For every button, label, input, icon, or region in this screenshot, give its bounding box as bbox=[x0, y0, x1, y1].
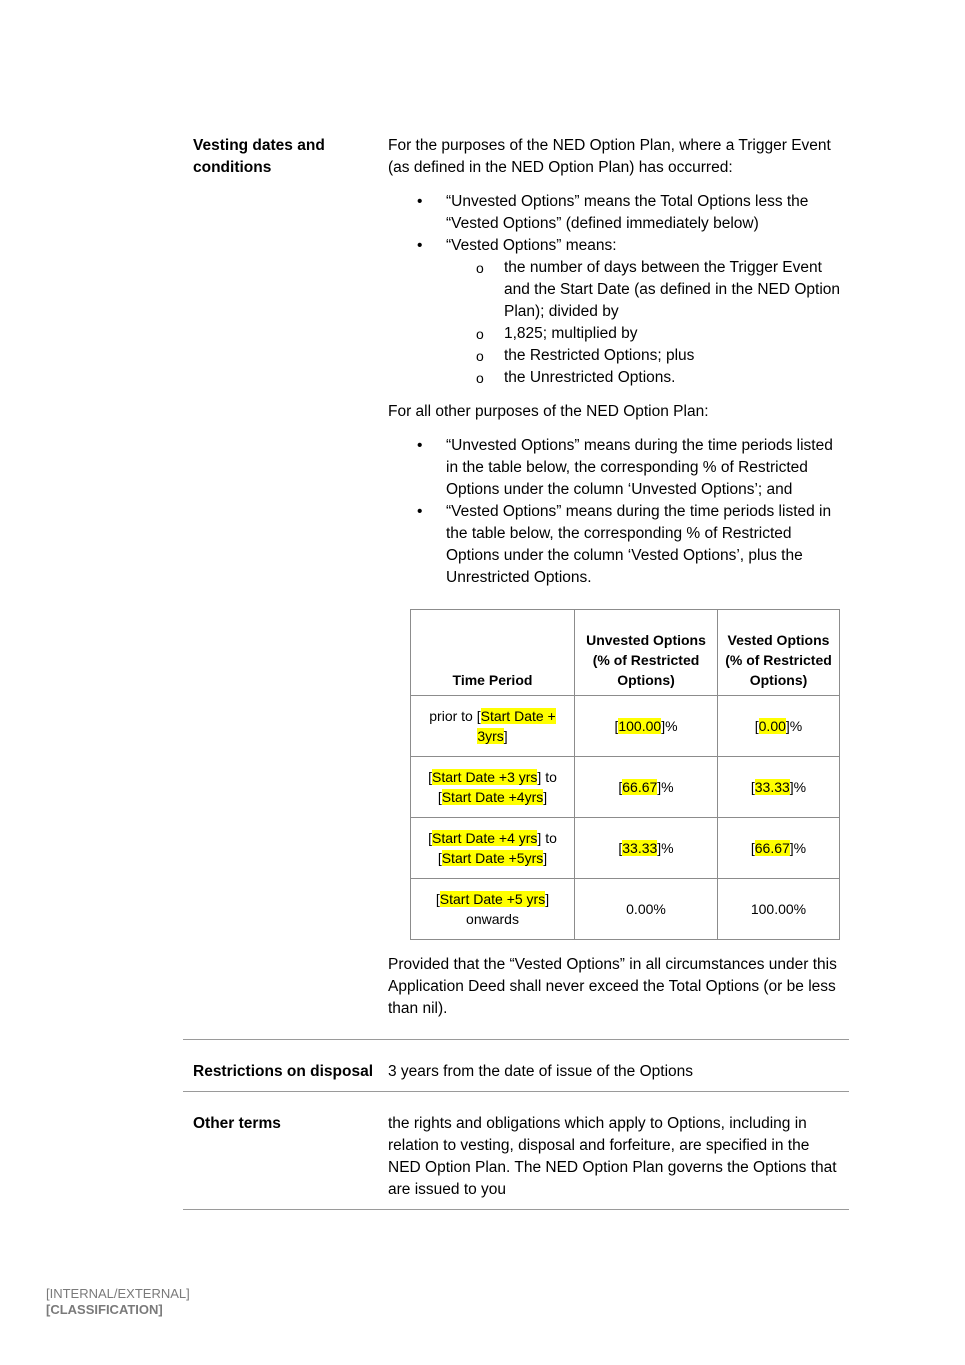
vesting-label: Vesting dates and conditions bbox=[193, 137, 325, 176]
unvested-cell: 0.00% bbox=[575, 879, 718, 940]
other-terms-label: Other terms bbox=[193, 1115, 281, 1132]
classification-footer bbox=[46, 1286, 190, 1318]
unvested-cell: [100.00]% bbox=[575, 696, 718, 757]
vesting-table bbox=[410, 609, 840, 940]
vested-cell: 100.00% bbox=[718, 879, 840, 940]
other-bullets bbox=[388, 435, 843, 589]
period-cell: [Start Date +5 yrs] onwards bbox=[411, 879, 575, 940]
vested-cell: [66.67]% bbox=[718, 818, 840, 879]
footer-internal-external: [INTERNAL/EXTERNAL] bbox=[46, 1286, 190, 1301]
restrictions-text: 3 years from the date of issue of the Options bbox=[388, 1063, 693, 1080]
table-row bbox=[411, 696, 840, 757]
other-terms-text: the rights and obligations which apply to Options, including in relation to vesting, disposal and forfeiture, are specified in the NED Option Plan. The NED Option Plan governs the Options that are issued to you bbox=[388, 1115, 837, 1198]
table-row bbox=[411, 879, 840, 940]
sub-list-item: o the Unrestricted Options. bbox=[446, 367, 843, 389]
sub-list-item: o 1,825; multiplied by bbox=[446, 323, 843, 345]
restrictions-label: Restrictions on disposal bbox=[193, 1063, 374, 1080]
vested-cell: [33.33]% bbox=[718, 757, 840, 818]
period-cell: prior to [Start Date + 3yrs] bbox=[411, 696, 575, 757]
table-row bbox=[411, 818, 840, 879]
vesting-content bbox=[388, 135, 843, 1020]
unvested-cell: [66.67]% bbox=[575, 757, 718, 818]
trigger-bullets bbox=[388, 191, 843, 389]
sub-list-item: o the Restricted Options; plus bbox=[446, 345, 843, 367]
table-row bbox=[411, 757, 840, 818]
header-vested: Vested Options (% of Restricted Options) bbox=[718, 610, 840, 696]
sub-list-item: o the number of days between the Trigger Event and the Start Date (as defined in the NED Option Plan); divided by bbox=[446, 257, 843, 323]
period-cell: [Start Date +3 yrs] to [Start Date +4yrs] bbox=[411, 757, 575, 818]
list-item: • “Unvested Options” means the Total Options less the “Vested Options” (defined immediately below) bbox=[388, 191, 843, 235]
vesting-row bbox=[183, 135, 849, 1040]
proviso: Provided that the “Vested Options” in all circumstances under this Application Deed shall never exceed the Total Options (or be less than nil). bbox=[388, 956, 837, 1017]
unvested-cell: [33.33]% bbox=[575, 818, 718, 879]
header-unvested: Unvested Options (% of Restricted Options) bbox=[575, 610, 718, 696]
restrictions-row bbox=[183, 1040, 849, 1092]
vested-cell: [0.00]% bbox=[718, 696, 840, 757]
vesting-intro: For the purposes of the NED Option Plan, where a Trigger Event (as defined in the NED Option Plan) has occurred: bbox=[388, 137, 831, 176]
other-terms-row bbox=[183, 1092, 849, 1210]
other-purposes-intro: For all other purposes of the NED Option Plan: bbox=[388, 403, 709, 420]
period-cell: [Start Date +4 yrs] to [Start Date +5yrs] bbox=[411, 818, 575, 879]
list-item: • “Vested Options” means during the time periods listed in the table below, the corresponding % of Restricted Options under the column ‘Vested Options’, plus the Unrestricted Options. bbox=[388, 501, 843, 589]
header-time-period: Time Period bbox=[411, 610, 575, 696]
list-item: • “Unvested Options” means during the time periods listed in the table below, the corresponding % of Restricted Options under the column ‘Unvested Options’; and bbox=[388, 435, 843, 501]
footer-classification: [CLASSIFICATION] bbox=[46, 1302, 163, 1317]
list-item: • “Vested Options” means: o the number of days between the Trigger Event and the Start Date (as defined in the NED Option Plan); divided by o 1,825; multiplied by o the Restricted Options; plus o the Unrestricted Options. bbox=[388, 235, 843, 389]
table-header-row bbox=[411, 610, 840, 696]
vested-sub-list bbox=[446, 257, 843, 389]
